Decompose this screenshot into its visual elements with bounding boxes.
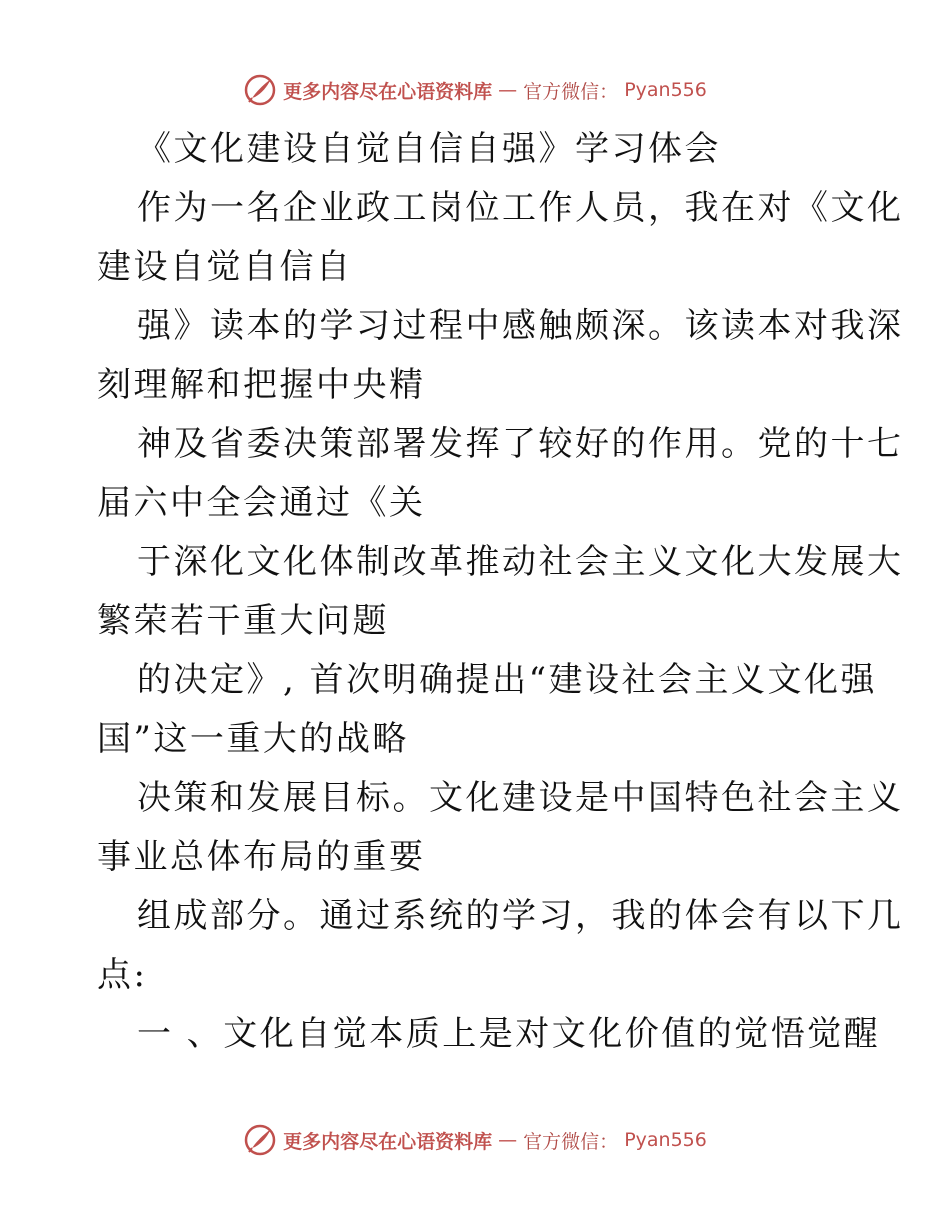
header-wechat-id: Pyan556 xyxy=(624,79,707,101)
header-dash: — xyxy=(498,79,518,101)
paragraph-line: 组成部分。通过系统的学习，我的体会有以下几 xyxy=(137,896,904,936)
feather-pen-logo-icon xyxy=(243,73,277,107)
paragraph-line: 繁荣若干重大问题 xyxy=(97,601,389,641)
paragraph-line: 点: xyxy=(97,955,148,995)
header-site-text: 更多内容尽在心语资料库 xyxy=(283,80,493,103)
header-wechat-label: 官方微信： xyxy=(523,80,619,103)
paragraph-line: 事业总体布局的重要 xyxy=(97,837,426,877)
paragraph-line: 届六中全会通过《关 xyxy=(97,483,426,523)
paragraph-line: 于深化文化体制改革推动社会主义文化大发展大 xyxy=(137,542,904,582)
footer-site-text: 更多内容尽在心语资料库 xyxy=(283,1130,493,1153)
footer-banner xyxy=(0,1120,950,1160)
paragraph-line: 决策和发展目标。文化建设是中国特色社会主义 xyxy=(137,778,904,818)
paragraph-line: 强》读本的学习过程中感触颇深。该读本对我深 xyxy=(137,306,904,346)
paragraph-line: 作为一名企业政工岗位工作人员，我在对《文化 xyxy=(137,188,904,228)
footer-wechat-id: Pyan556 xyxy=(624,1129,707,1151)
section-heading: 一 、文化自觉本质上是对文化价值的觉悟觉醒 xyxy=(137,1014,881,1054)
paragraph-line: 神及省委决策部署发挥了较好的作用。党的十七 xyxy=(137,424,904,464)
feather-pen-logo-icon xyxy=(243,1123,277,1157)
header-banner xyxy=(0,70,950,110)
footer-dash: — xyxy=(498,1129,518,1151)
paragraph-line: 刻理解和把握中央精 xyxy=(97,365,426,405)
paragraph-line: 建设自觉自信自 xyxy=(97,247,353,287)
document-body xyxy=(97,120,904,1064)
paragraph-line: 的决定》, 首次明确提出“建设社会主义文化强 xyxy=(137,660,877,700)
paragraph-line: 国”这一重大的战略 xyxy=(97,719,409,759)
footer-wechat-label: 官方微信： xyxy=(523,1130,619,1153)
document-title: 《文化建设自觉自信自强》学习体会 xyxy=(137,129,721,169)
